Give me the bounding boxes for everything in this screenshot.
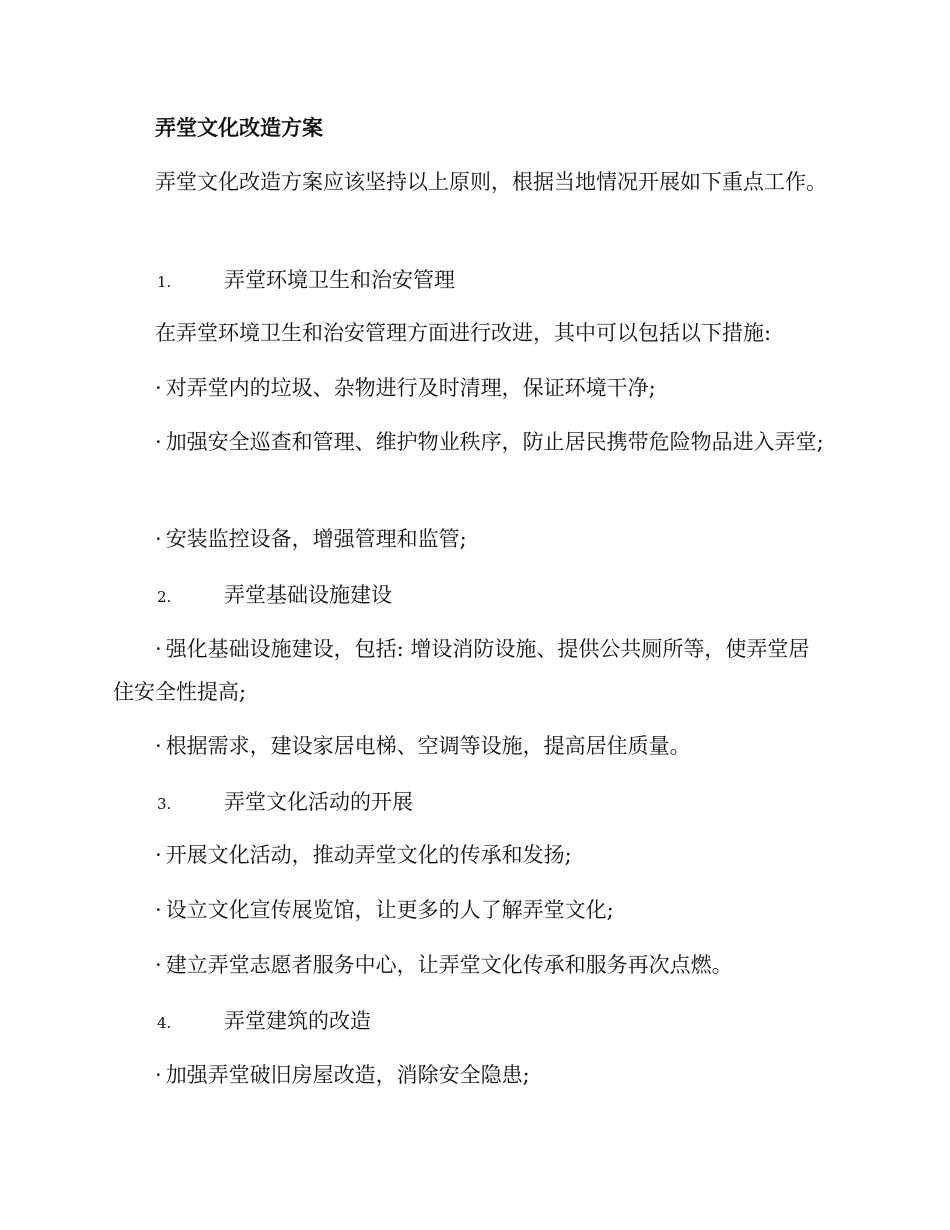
bullet-icon: · — [155, 734, 162, 758]
bullet-text: 对弄堂内的垃圾、杂物进行及时清理，保证环境干净; — [165, 376, 656, 400]
section-number: 4. — [157, 1014, 172, 1032]
section-title: 弄堂基础设施建设 — [224, 583, 392, 607]
bullet-text: 加强弄堂破旧房屋改造，消除安全隐患; — [165, 1063, 530, 1087]
list-item — [113, 367, 828, 410]
section-title: 弄堂文化活动的开展 — [224, 790, 413, 814]
list-item — [113, 834, 828, 877]
section-title: 弄堂环境卫生和治安管理 — [224, 268, 455, 292]
list-item — [113, 628, 828, 714]
bullet-icon: · — [155, 637, 162, 661]
bullet-icon: · — [155, 953, 162, 977]
bullet-icon: · — [155, 376, 162, 400]
section-1-lead: 在弄堂环境卫生和治安管理方面进行改进，其中可以包括以下措施: — [155, 321, 772, 345]
bullet-text: 加强安全巡查和管理、维护物业秩序，防止居民携带危险物品进入弄堂; — [165, 430, 824, 454]
list-item — [113, 944, 828, 987]
bullet-text: 建立弄堂志愿者服务中心，让弄堂文化传承和服务再次点燃。 — [165, 953, 733, 977]
list-item — [113, 518, 828, 561]
list-item — [113, 725, 828, 768]
bullet-icon: · — [155, 527, 162, 551]
bullet-icon: · — [155, 843, 162, 867]
document-title: 弄堂文化改造方案 — [155, 115, 323, 140]
intro-paragraph: 弄堂文化改造方案应该坚持以上原则，根据当地情况开展如下重点工作。 — [155, 170, 827, 194]
section-heading-4 — [157, 1005, 827, 1039]
bullet-icon: · — [155, 430, 162, 454]
list-item — [113, 889, 828, 932]
bullet-text: 强化基础设施建设，包括: 增设消防设施、提供公共厕所等，使弄堂居住安全性提高; — [113, 637, 810, 704]
section-number: 1. — [157, 273, 172, 291]
section-title: 弄堂建筑的改造 — [224, 1009, 371, 1033]
section-number: 3. — [157, 795, 172, 813]
list-item — [113, 421, 828, 464]
bullet-text: 安装监控设备，增强管理和监管; — [165, 527, 467, 551]
bullet-text: 根据需求，建设家居电梯、空调等设施，提高居住质量。 — [165, 734, 691, 758]
bullet-icon: · — [155, 1063, 162, 1087]
section-heading-1 — [157, 264, 827, 298]
section-heading-2 — [157, 579, 827, 613]
section-heading-3 — [157, 786, 827, 820]
bullet-text: 设立文化宣传展览馆，让更多的人了解弄堂文化; — [165, 898, 614, 922]
bullet-text: 开展文化活动，推动弄堂文化的传承和发扬; — [165, 843, 572, 867]
section-number: 2. — [157, 588, 172, 606]
bullet-icon: · — [155, 898, 162, 922]
list-item — [113, 1054, 828, 1097]
